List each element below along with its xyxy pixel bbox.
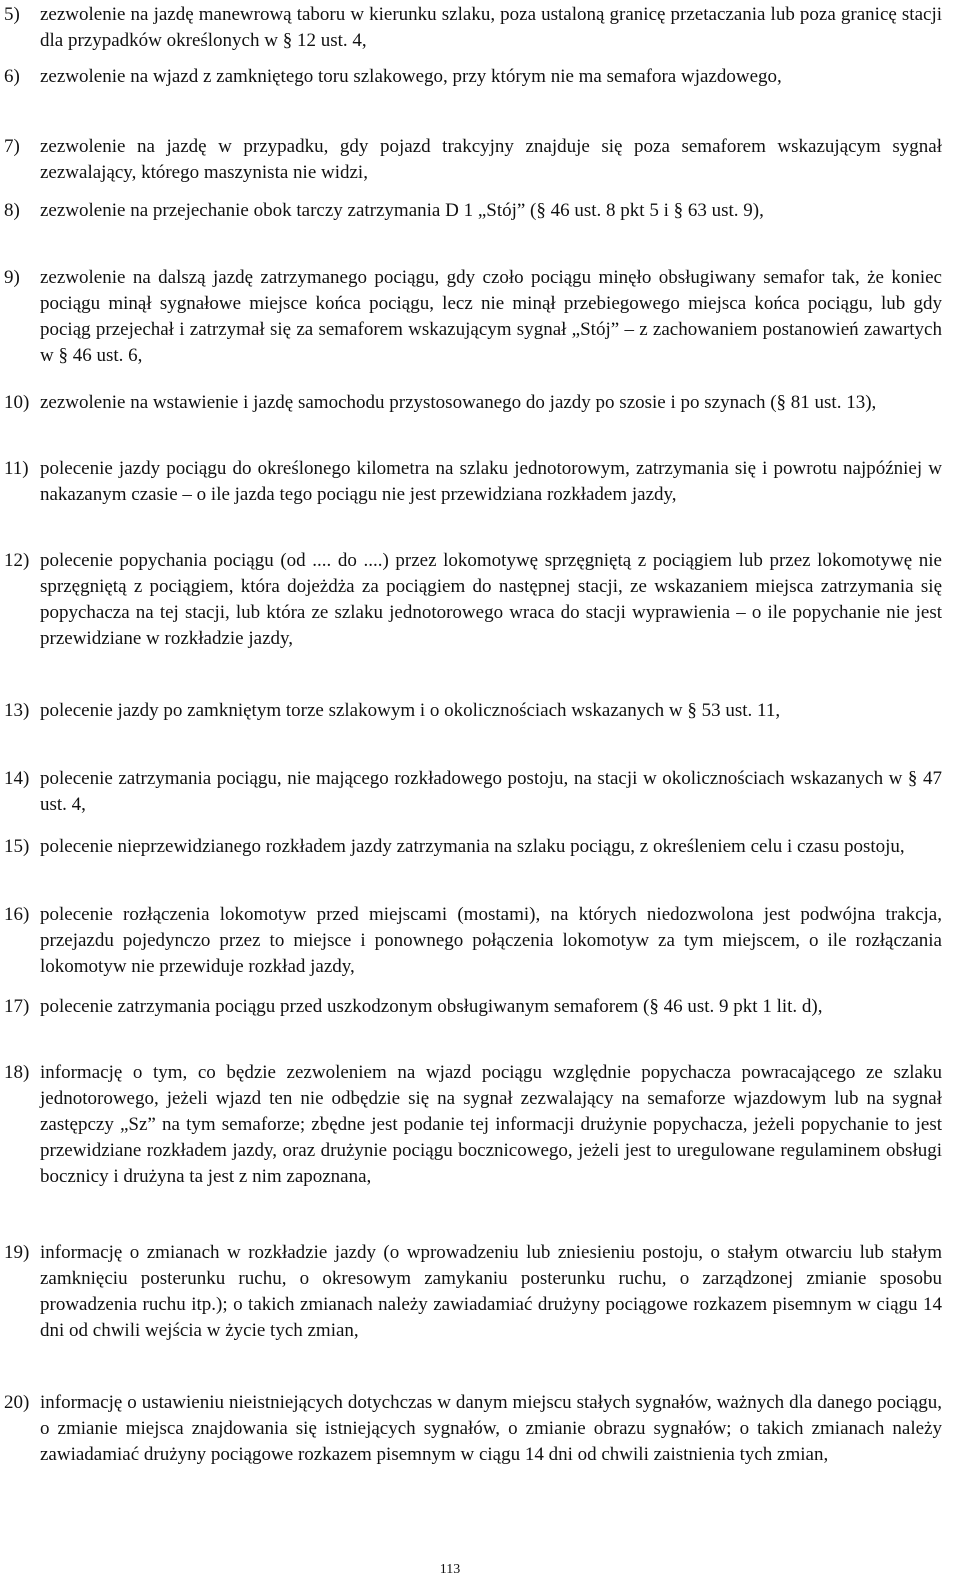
list-item-number: 18)	[4, 1062, 30, 1083]
list-item-text: polecenie popychania pociągu (od .... do ....) przez lokomotywę sprzęgniętą z pociągiem lub przez lokomotywę nie sprzęgniętą z pociągiem, która dojeżdża za pociągiem do następnej stacji, ze wskazaniem miejsca zatrzymania się popychacza na tej stacji, lub która ze szlaku jednotorowego wraca do stacji wyprawienia – o ile popychanie nie jest przewidziane w rozkładzie jazdy,	[40, 550, 942, 649]
list-item-number: 14)	[4, 768, 30, 789]
list-item-number: 17)	[4, 996, 30, 1017]
list-item-text: polecenie zatrzymania pociągu przed uszkodzonym obsługiwanym semaforem (§ 46 ust. 9 pkt 1 lit. d),	[40, 996, 823, 1017]
list-item-text: informację o zmianach w rozkładzie jazdy (o wprowadzeniu lub zniesieniu postoju, o stałym otwarciu lub stałym zamknięciu posterunku ruchu, o okresowym zamykaniu posterunku ruchu, o zarządzonej zmianie sposobu prowadzenia ruchu itp.); o takich zmianach należy zawiadamiać drużyny pociągowe rozkazem pisemnym w ciągu 14 dni od chwili wejścia w życie tych zmian,	[40, 1242, 942, 1341]
list-item-16	[4, 902, 942, 980]
list-item-number: 10)	[4, 392, 30, 413]
page-number: 113	[439, 1562, 461, 1577]
list-item-number: 19)	[4, 1242, 30, 1263]
list-item-text: polecenie jazdy pociągu do określonego kilometra na szlaku jednotorowym, zatrzymania się i powrotu najpóźniej w nakazanym czasie – o ile jazda tego pociągu nie jest przewidziana rozkładem jazdy,	[40, 458, 942, 505]
list-item-5	[4, 2, 942, 54]
list-item-text: zezwolenie na jazdę manewrową taboru w kierunku szlaku, poza ustaloną granicę przetaczania lub poza granicę stacji dla przypadków określonych w § 12 ust. 4,	[40, 4, 942, 51]
list-item-7	[4, 134, 942, 186]
list-item-18	[4, 1060, 942, 1190]
list-item-number: 8)	[4, 200, 20, 221]
list-item-15	[4, 834, 942, 860]
list-item-11	[4, 456, 942, 508]
list-item-number: 5)	[4, 4, 20, 25]
list-item-text: polecenie rozłączenia lokomotyw przed miejscami (mostami), na których niedozwolona jest podwójna trakcja, przejazdu pojedynczo przez to miejsce i ponownego połączenia lokomotyw za tym miejscem, o ile rozłączania lokomotyw nie przewiduje rozkład jazdy,	[40, 904, 942, 977]
list-item-number: 13)	[4, 700, 30, 721]
list-item-9	[4, 265, 942, 369]
list-item-text: informację o tym, co będzie zezwoleniem na wjazd pociągu względnie popychacza powracającego ze szlaku jednotorowego, jeżeli wjazd ten nie odbędzie się na sygnał zezwalający na semaforze wjazdowym lub na sygnał zastępczy „Sz” na tym semaforze; zbędne jest podanie tej informacji drużynie popychacza, jeżeli popychanie to jest przewidziane rozkładem jazdy, oraz drużynie pociągu bocznicowego, jeżeli jest to uregulowane regulaminem obsługi bocznicy i drużyna ta jest z nim zapoznana,	[40, 1062, 942, 1187]
list-item-19	[4, 1240, 942, 1344]
list-item-text: zezwolenie na wjazd z zamkniętego toru szlakowego, przy którym nie ma semafora wjazdowego,	[40, 66, 782, 87]
list-item-text: zezwolenie na wstawienie i jazdę samochodu przystosowanego do jazdy po szosie i po szynach (§ 81 ust. 13),	[40, 392, 877, 413]
list-item-number: 6)	[4, 66, 20, 87]
list-item-number: 20)	[4, 1392, 30, 1413]
list-item-text: polecenie nieprzewidzianego rozkładem jazdy zatrzymania na szlaku pociągu, z określeniem celu i czasu postoju,	[40, 836, 905, 857]
list-item-12	[4, 548, 942, 652]
list-item-20	[4, 1390, 942, 1468]
list-item-text: zezwolenie na przejechanie obok tarczy zatrzymania D 1 „Stój” (§ 46 ust. 8 pkt 5 i § 63 ust. 9),	[40, 200, 764, 221]
list-item-14	[4, 766, 942, 818]
list-item-number: 7)	[4, 136, 20, 157]
list-item-8	[4, 198, 942, 224]
list-item-13	[4, 698, 942, 724]
list-item-number: 16)	[4, 904, 30, 925]
list-item-text: informację o ustawieniu nieistniejących dotychczas w danym miejscu stałych sygnałów, ważnych dla danego pociągu, o zmianie miejsca znajdowania się istniejących sygnałów, o zmianie obrazu sygnałów; o takich zmianach należy zawiadamiać drużyny pociągowe rozkazem pisemnym w ciągu 14 dni od chwili zaistnienia tych zmian,	[40, 1392, 942, 1465]
list-item-number: 12)	[4, 550, 30, 571]
list-item-number: 15)	[4, 836, 30, 857]
list-item-6	[4, 64, 942, 90]
list-item-number: 11)	[4, 458, 29, 479]
list-item-text: zezwolenie na jazdę w przypadku, gdy pojazd trakcyjny znajduje się poza semaforem wskazującym sygnał zezwalający, którego maszynista nie widzi,	[40, 136, 942, 183]
list-item-text: polecenie jazdy po zamkniętym torze szlakowym i o okolicznościach wskazanych w § 53 ust. 11,	[40, 700, 781, 721]
list-item-text: polecenie zatrzymania pociągu, nie mającego rozkładowego postoju, na stacji w okolicznościach wskazanych w § 47 ust. 4,	[40, 768, 942, 815]
list-item-10	[4, 390, 942, 416]
list-item-text: zezwolenie na dalszą jazdę zatrzymanego pociągu, gdy czoło pociągu minęło obsługiwany semafor tak, że koniec pociągu minął sygnałowe miejsce końca pociągu, lecz nie minął przebiegowego miejsca końca pociągu, lub gdy pociąg przejechał i zatrzymał się za semaforem wskazującym sygnał „Stój” – z zachowaniem postanowień zawartych w § 46 ust. 6,	[40, 267, 942, 366]
list-item-17	[4, 994, 942, 1020]
list-item-number: 9)	[4, 267, 20, 288]
